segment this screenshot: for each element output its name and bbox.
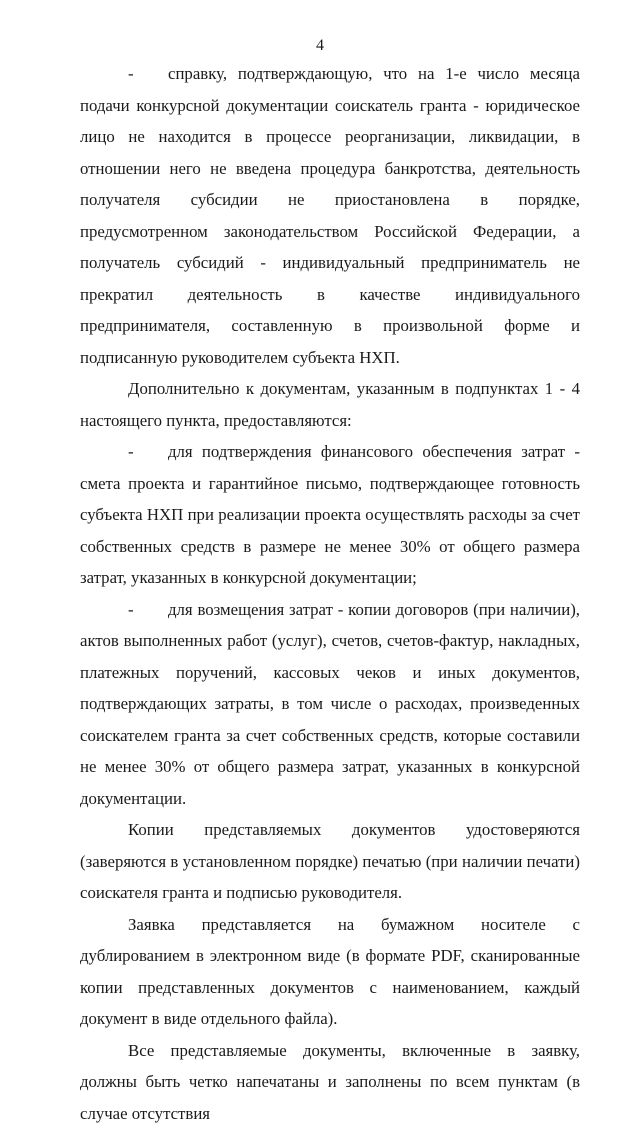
paragraph-application-format <box>80 909 580 1035</box>
bullet-paragraph-cost-reimbursement <box>80 594 580 815</box>
paragraph-copies-certification <box>80 814 580 909</box>
paragraph-text: для подтверждения финансового обеспечения затрат - смета проекта и гарантийное письмо, подтверждающее готовность субъекта НХП при реализации проекта осуществлять расходы за счет собственных средств в размере не менее 30% от общего размера затрат, указанных в конкурсной документации; <box>80 442 580 587</box>
bullet-paragraph-certificate <box>80 58 580 373</box>
paragraph-text: для возмещения затрат - копии договоров (при наличии), актов выполненных работ (услуг), счетов, счетов-фактур, накладных, платежных поручений, кассовых чеков и иных документов, подтверждающих затраты, в том числе о расходах, произведенных соискателем гранта за счет собственных средств, которые составили не менее 30% от общего размера затрат, указанных в конкурсной документации. <box>80 600 580 808</box>
page-number: 4 <box>0 36 640 56</box>
bullet-dash: - <box>128 594 168 626</box>
paragraph-additional-documents <box>80 373 580 436</box>
paragraph-text: Заявка представляется на бумажном носителе с дублированием в электронном виде (в формате PDF, сканированные копии представленных документов с наименованием, каждый документ в виде отдельного файла). <box>80 915 580 1029</box>
bullet-dash: - <box>128 58 168 90</box>
paragraph-text: Дополнительно к документам, указанным в подпунктах 1 - 4 настоящего пункта, предоставляются: <box>80 379 580 430</box>
paragraph-documents-requirements <box>80 1035 580 1129</box>
bullet-dash: - <box>128 436 168 468</box>
paragraph-text: справку, подтверждающую, что на 1-е число месяца подачи конкурсной документации соискатель гранта - юридическое лицо не находится в процессе реорганизации, ликвидации, в отношении него не введена процедура банкротства, деятельность получателя субсидии не приостановлена в порядке, предусмотренном законодательством Российской Федерации, а получатель субсидий - индивидуальный предприниматель не прекратил деятельность в качестве индивидуального предпринимателя, составленную в произвольной форме и подписанную руководителем субъекта НХП. <box>80 64 580 367</box>
document-body <box>80 58 580 1129</box>
bullet-paragraph-financial-support <box>80 436 580 594</box>
paragraph-text: Копии представляемых документов удостоверяются (заверяются в установленном порядке) печатью (при наличии печати) соискателя гранта и подписью руководителя. <box>80 820 580 902</box>
paragraph-text: Все представляемые документы, включенные в заявку, должны быть четко напечатаны и заполнены по всем пунктам (в случае отсутствия <box>80 1041 580 1123</box>
